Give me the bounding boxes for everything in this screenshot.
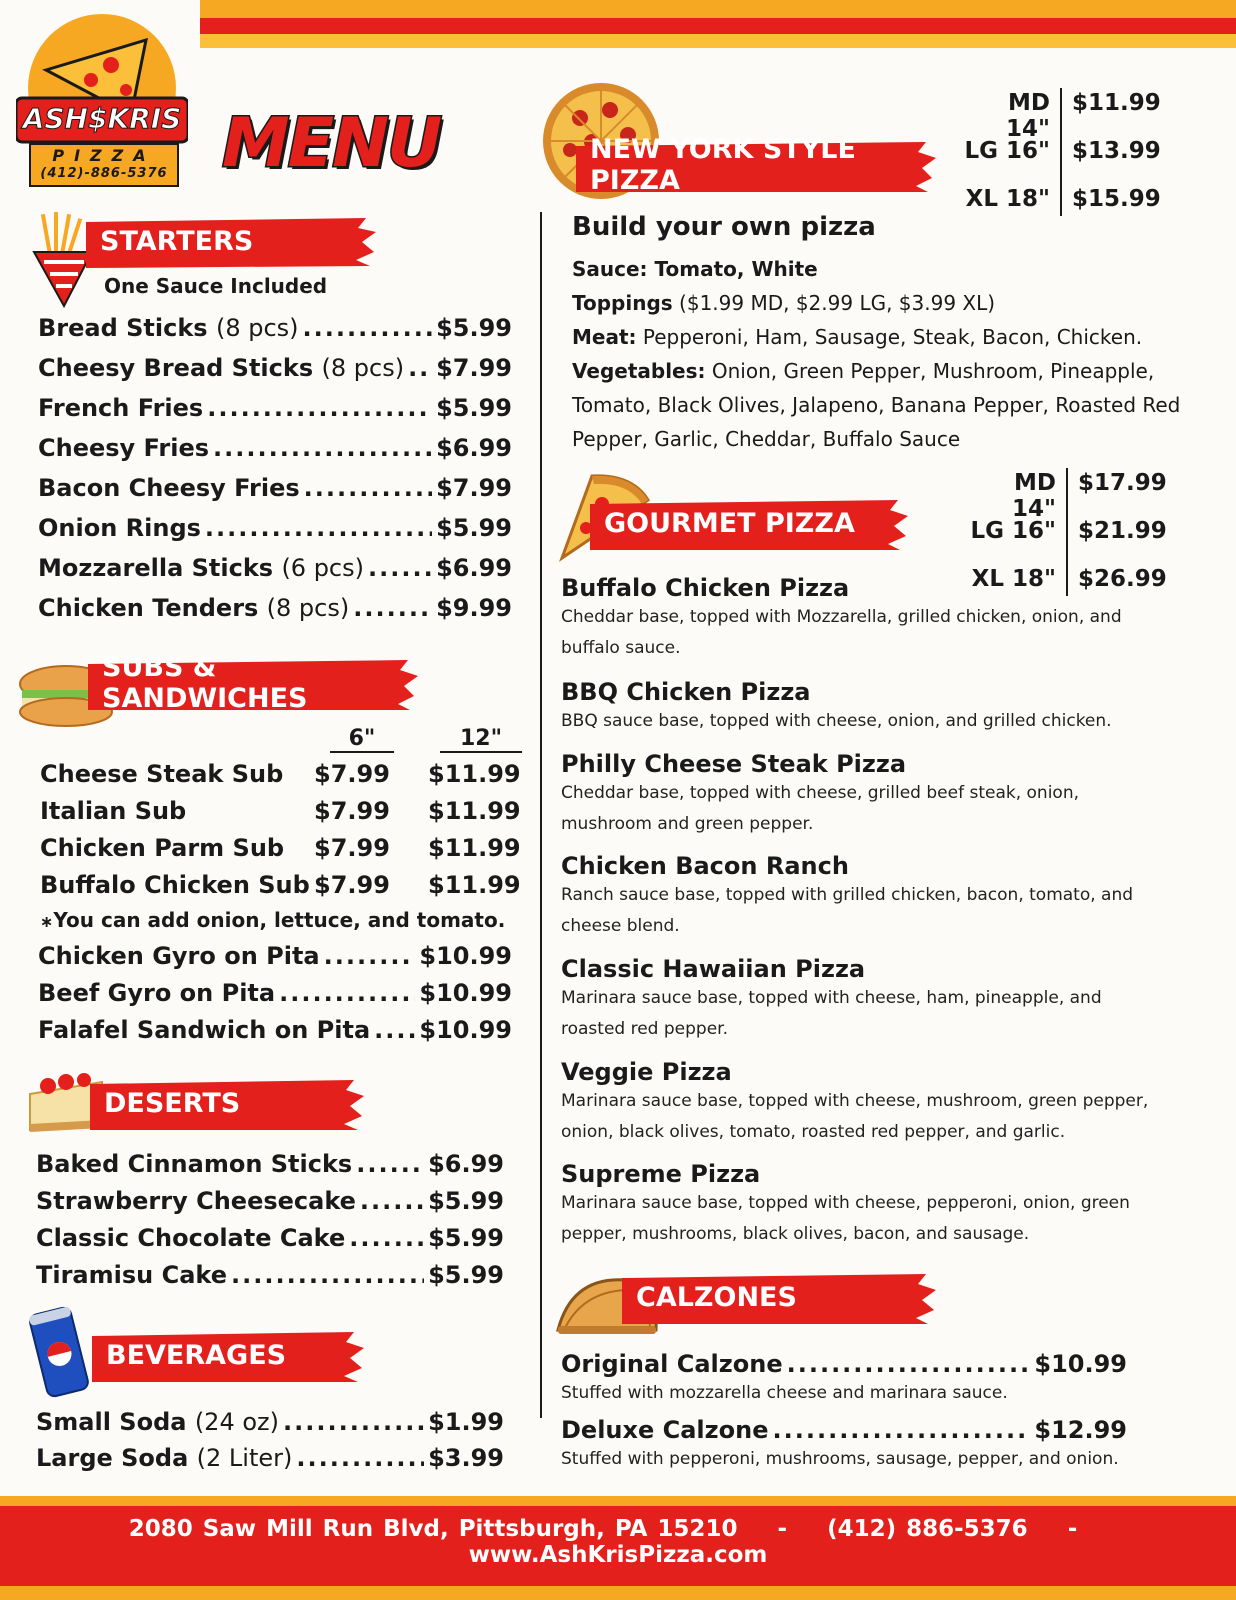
ny-heading: NEW YORK STYLE PIZZA bbox=[576, 142, 936, 188]
gourmet-list bbox=[561, 574, 1201, 1262]
starters-heading: STARTERS bbox=[86, 218, 376, 264]
footer-contact: 2080 Saw Mill Run Blvd, Pittsburgh, PA 15210 - (412) 886-5376 - www.AshKrisPizza.com bbox=[128, 1516, 1078, 1568]
list-item: Falafel Sandwich on Pita ..... $10.99 bbox=[38, 1016, 512, 1053]
list-item: Chicken Gyro on Pita ..... $10.99 bbox=[38, 942, 512, 979]
size-label: XL 18" bbox=[971, 566, 1056, 592]
list-item: Bread Sticks (8 pcs) ..... $5.99 bbox=[38, 314, 512, 354]
logo-brand-text: ASH$KRIS bbox=[22, 102, 182, 135]
list-item: Chicken Bacon Ranch Ranch sauce base, topped with grilled chicken, bacon, tomato, and cheese blend. bbox=[561, 852, 1134, 936]
calzones-list bbox=[561, 1350, 1127, 1482]
list-item: French Fries ..... $5.99 bbox=[38, 394, 512, 434]
list-item: Tiramisu Cake ..... $5.99 bbox=[36, 1261, 504, 1298]
footer-website-link[interactable]: www.AshKrisPizza.com bbox=[468, 1542, 768, 1568]
calzones-heading: CALZONES bbox=[622, 1274, 936, 1320]
table-row: Cheese Steak Sub $7.99 $11.99 bbox=[40, 760, 521, 788]
deserts-heading: DESERTS bbox=[90, 1080, 364, 1126]
list-item: Cheesy Bread Sticks (8 pcs) ..... $7.99 bbox=[38, 354, 512, 394]
list-item: Deluxe Calzone ..... $12.99 Stuffed with pepperoni, mushrooms, sausage, pepper, and onion. bbox=[561, 1416, 1127, 1482]
size-price: $11.99 bbox=[1072, 90, 1161, 116]
list-item: Philly Cheese Steak Pizza Cheddar base, topped with cheese, grilled beef steak, onion, mushroom and green pepper. bbox=[561, 750, 1079, 834]
list-item: Buffalo Chicken Pizza Cheddar base, topped with Mozzarella, grilled chicken, onion, and buffalo sauce. bbox=[561, 574, 1122, 658]
logo-phone-text: (412)-886-5376 bbox=[40, 166, 168, 181]
list-item: Beef Gyro on Pita ..... $10.99 bbox=[38, 979, 512, 1016]
list-item: Supreme Pizza Marinara sauce base, topped with cheese, pepperoni, onion, green pepper, mushrooms, black olives, bacon, and sausage. bbox=[561, 1160, 1130, 1244]
list-item: Original Calzone ..... $10.99 Stuffed with mozzarella cheese and marinara sauce. bbox=[561, 1350, 1127, 1416]
build-details: Sauce: Tomato, White Toppings ($1.99 MD, $2.99 LG, $3.99 XL) Meat: Pepperoni, Ham, Sausage, Steak, Bacon, Chicken. Vegetables: Onion, Green Pepper, Mushroom, Pineapple, Tomato, Black Olives, Jalapeno, Banana Pepper, Roasted Red Pepper, Garlic, Cheddar, Buffalo Sauce bbox=[572, 257, 1181, 451]
starters-note: One Sauce Included bbox=[104, 274, 328, 298]
size-price: $15.99 bbox=[1072, 186, 1161, 212]
starters-list bbox=[38, 314, 512, 634]
list-item: Small Soda (24 oz) ..... $1.99 bbox=[36, 1408, 504, 1444]
list-item: Onion Rings ..... $5.99 bbox=[38, 514, 512, 554]
list-item: Baked Cinnamon Sticks ..... $6.99 bbox=[36, 1150, 504, 1187]
logo-sub-text: PIZZA bbox=[52, 146, 156, 165]
size-price: $17.99 bbox=[1078, 470, 1167, 496]
beverages-heading: BEVERAGES bbox=[92, 1332, 364, 1378]
size-label: LG 16" bbox=[964, 138, 1050, 164]
brand-logo bbox=[16, 10, 188, 192]
subs-col-12: 12" bbox=[440, 726, 522, 753]
size-divider bbox=[1060, 88, 1062, 216]
size-price: $13.99 bbox=[1072, 138, 1161, 164]
size-label: MD 14" bbox=[1006, 90, 1050, 142]
list-item: Chicken Tenders (8 pcs) ..... $9.99 bbox=[38, 594, 512, 634]
list-item: Veggie Pizza Marinara sauce base, topped with cheese, mushroom, green pepper, onion, black olives, tomato, roasted red pepper, and garlic. bbox=[561, 1058, 1149, 1142]
list-item: Strawberry Cheesecake ..... $5.99 bbox=[36, 1187, 504, 1224]
ny-size-table bbox=[960, 88, 1180, 218]
footer-phone[interactable]: (412) 886-5376 bbox=[827, 1516, 1028, 1542]
subs-col-6: 6" bbox=[330, 726, 394, 753]
size-label: MD 14" bbox=[1012, 470, 1056, 522]
top-stripes bbox=[200, 0, 1236, 48]
table-row: Italian Sub $7.99 $11.99 bbox=[40, 797, 521, 825]
list-item: Cheesy Fries ..... $6.99 bbox=[38, 434, 512, 474]
table-row: Buffalo Chicken Sub $7.99 $11.99 bbox=[40, 871, 521, 899]
deserts-list bbox=[36, 1150, 504, 1298]
list-item: Bacon Cheesy Fries ..... $7.99 bbox=[38, 474, 512, 514]
list-item: Large Soda (2 Liter) ..... $3.99 bbox=[36, 1444, 504, 1480]
gourmet-heading: GOURMET PIZZA bbox=[590, 500, 908, 546]
beverages-list bbox=[36, 1408, 504, 1480]
list-item: Mozzarella Sticks (6 pcs) ..... $6.99 bbox=[38, 554, 512, 594]
size-price: $26.99 bbox=[1078, 566, 1167, 592]
soda-can-icon bbox=[24, 1302, 94, 1406]
list-item: BBQ Chicken Pizza BBQ sauce base, topped with cheese, onion, and grilled chicken. bbox=[561, 678, 1112, 731]
pita-list bbox=[38, 942, 512, 1053]
size-price: $21.99 bbox=[1078, 518, 1167, 544]
build-title: Build your own pizza bbox=[572, 212, 876, 242]
table-row: Chicken Parm Sub $7.99 $11.99 bbox=[40, 834, 521, 862]
size-label: XL 18" bbox=[965, 186, 1050, 212]
menu-title: MENU bbox=[222, 104, 441, 183]
list-item: Classic Chocolate Cake ..... $5.99 bbox=[36, 1224, 504, 1261]
subs-note: ∗You can add onion, lettuce, and tomato. bbox=[40, 908, 506, 932]
size-label: LG 16" bbox=[970, 518, 1056, 544]
subs-table bbox=[40, 760, 520, 908]
subs-heading: SUBS & SANDWICHES bbox=[88, 660, 418, 706]
list-item: Classic Hawaiian Pizza Marinara sauce base, topped with cheese, ham, pineapple, and roasted red pepper. bbox=[561, 955, 1102, 1039]
column-divider bbox=[540, 212, 542, 1418]
footer-address: 2080 Saw Mill Run Blvd, Pittsburgh, PA 15210 bbox=[128, 1516, 738, 1542]
